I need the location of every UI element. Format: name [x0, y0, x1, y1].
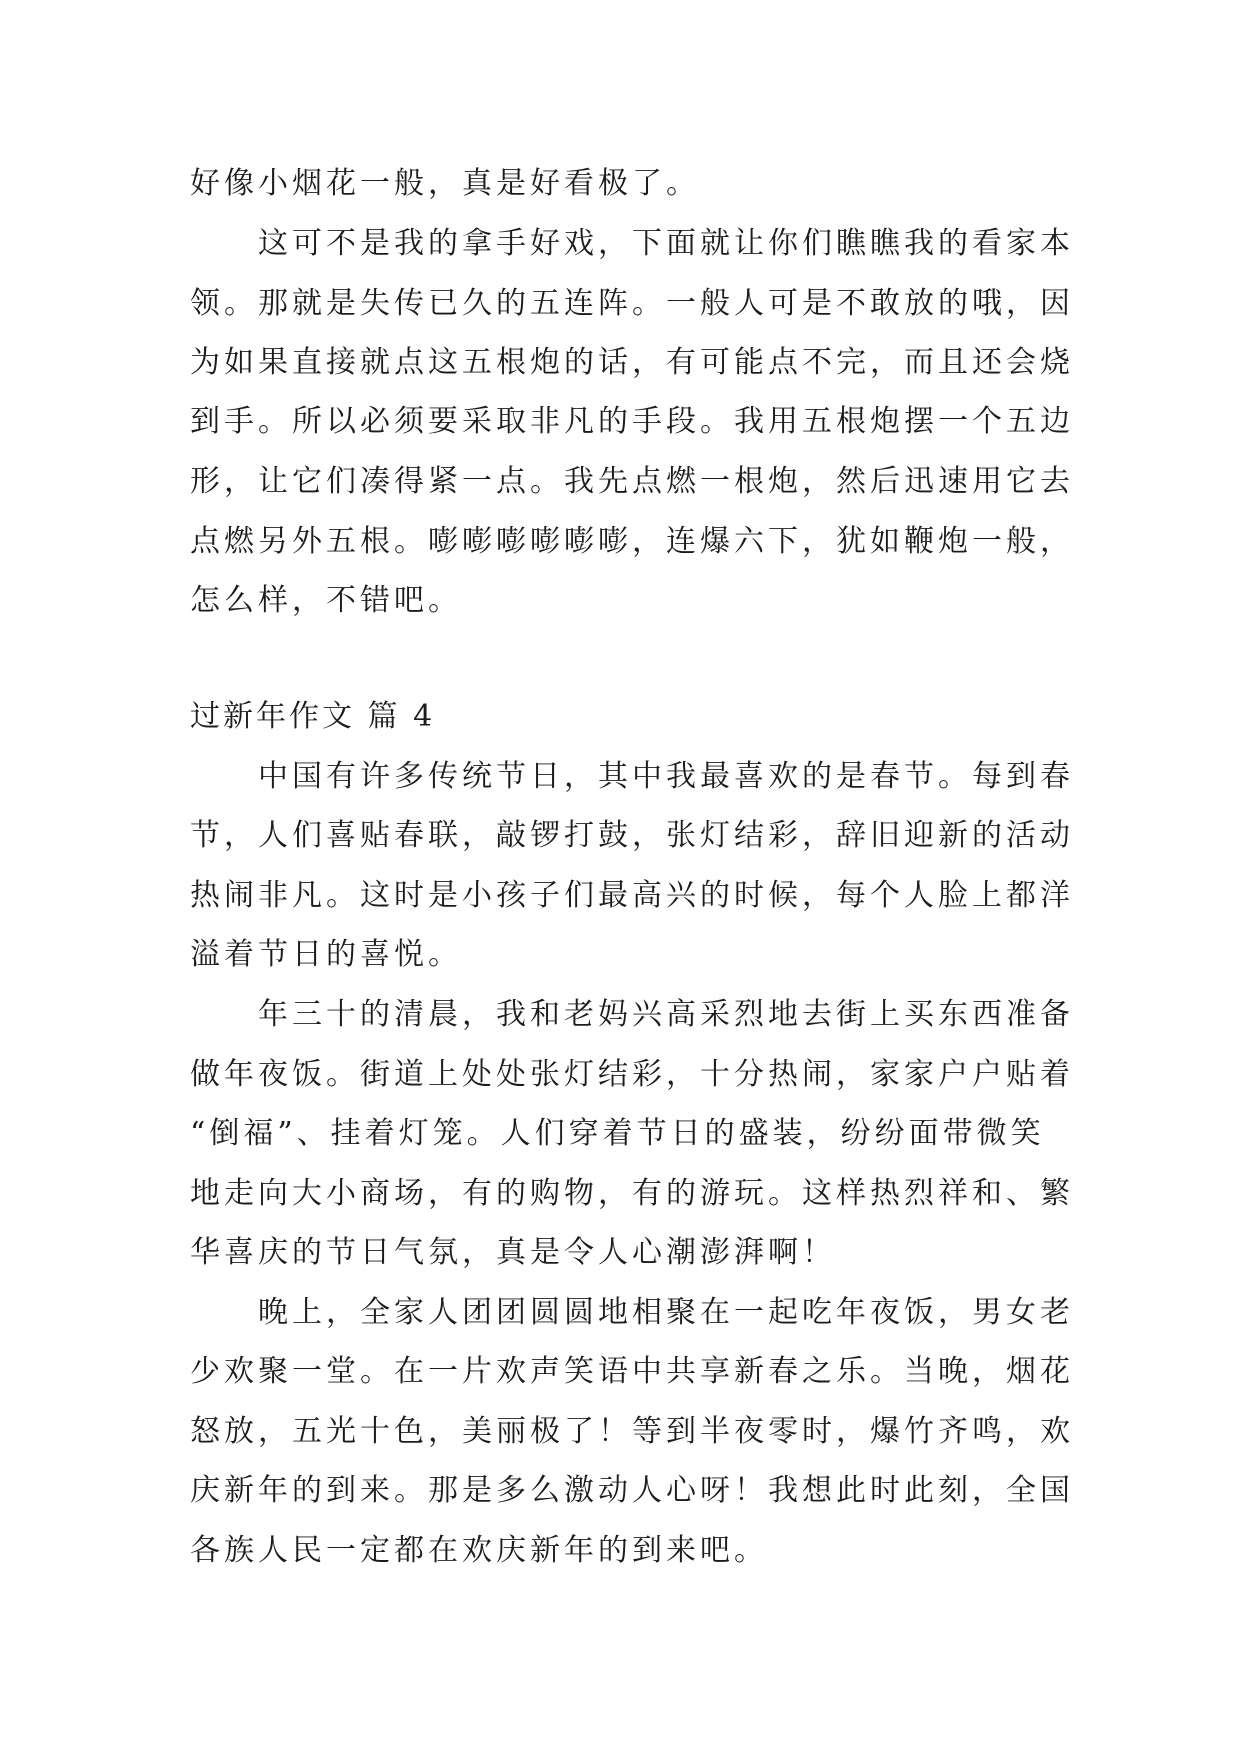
paragraph-line: 年三十的清晨，我和老妈兴高采烈地去街上买东西准备: [258, 997, 1074, 1032]
paragraph-line: 溢着节日的喜悦。: [190, 937, 462, 972]
paragraph-line: 中国有许多传统节日，其中我最喜欢的是春节。每到春: [258, 759, 1074, 794]
paragraph-line: 节，人们喜贴春联，敲锣打鼓，张灯结彩，辞旧迎新的活动: [190, 818, 1074, 853]
section-title: 过新年作文 篇 4: [190, 699, 436, 734]
paragraph-line: 好像小烟花一般，真是好看极了。: [190, 166, 700, 201]
paragraph-line: 各族人民一定都在欢庆新年的到来吧。: [190, 1533, 768, 1568]
paragraph-line: 华喜庆的节日气氛，真是令人心潮澎湃啊！: [190, 1235, 836, 1270]
paragraph-line: 点燃另外五根。嘭嘭嘭嘭嘭嘭，连爆六下，犹如鞭炮一般，: [190, 524, 1074, 559]
paragraph-line: 这可不是我的拿手好戏，下面就让你们瞧瞧我的看家本: [258, 226, 1074, 261]
paragraph-line: 晚上，全家人团团圆圆地相聚在一起吃年夜饭，男女老: [258, 1295, 1074, 1330]
paragraph-line: 少欢聚一堂。在一片欢声笑语中共享新春之乐。当晚，烟花: [190, 1354, 1074, 1389]
paragraph-line: 怒放，五光十色，美丽极了！等到半夜零时，爆竹齐鸣，欢: [190, 1414, 1074, 1449]
paragraph-line: 形，让它们凑得紧一点。我先点燃一根炮，然后迅速用它去: [190, 464, 1074, 499]
paragraph-line: 做年夜饭。街道上处处张灯结彩，十分热闹，家家户户贴着: [190, 1057, 1074, 1092]
paragraph-line: 为如果直接就点这五根炮的话，有可能点不完，而且还会烧: [190, 345, 1074, 380]
paragraph-line: 到手。所以必须要采取非凡的手段。我用五根炮摆一个五边: [190, 404, 1074, 439]
paragraph-line: 热闹非凡。这时是小孩子们最高兴的时候，每个人脸上都洋: [190, 878, 1074, 913]
paragraph-line: 庆新年的到来。那是多么激动人心呀！我想此时此刻，全国: [190, 1473, 1074, 1508]
paragraph-line: “倒福”、挂着灯笼。人们穿着节日的盛装，纷纷面带微笑: [190, 1116, 1045, 1151]
paragraph-line: 怎么样，不错吧。: [190, 583, 462, 618]
paragraph-line: 地走向大小商场，有的购物，有的游玩。这样热烈祥和、繁: [190, 1176, 1074, 1211]
paragraph-line: 领。那就是失传已久的五连阵。一般人可是不敢放的哦，因: [190, 286, 1074, 321]
